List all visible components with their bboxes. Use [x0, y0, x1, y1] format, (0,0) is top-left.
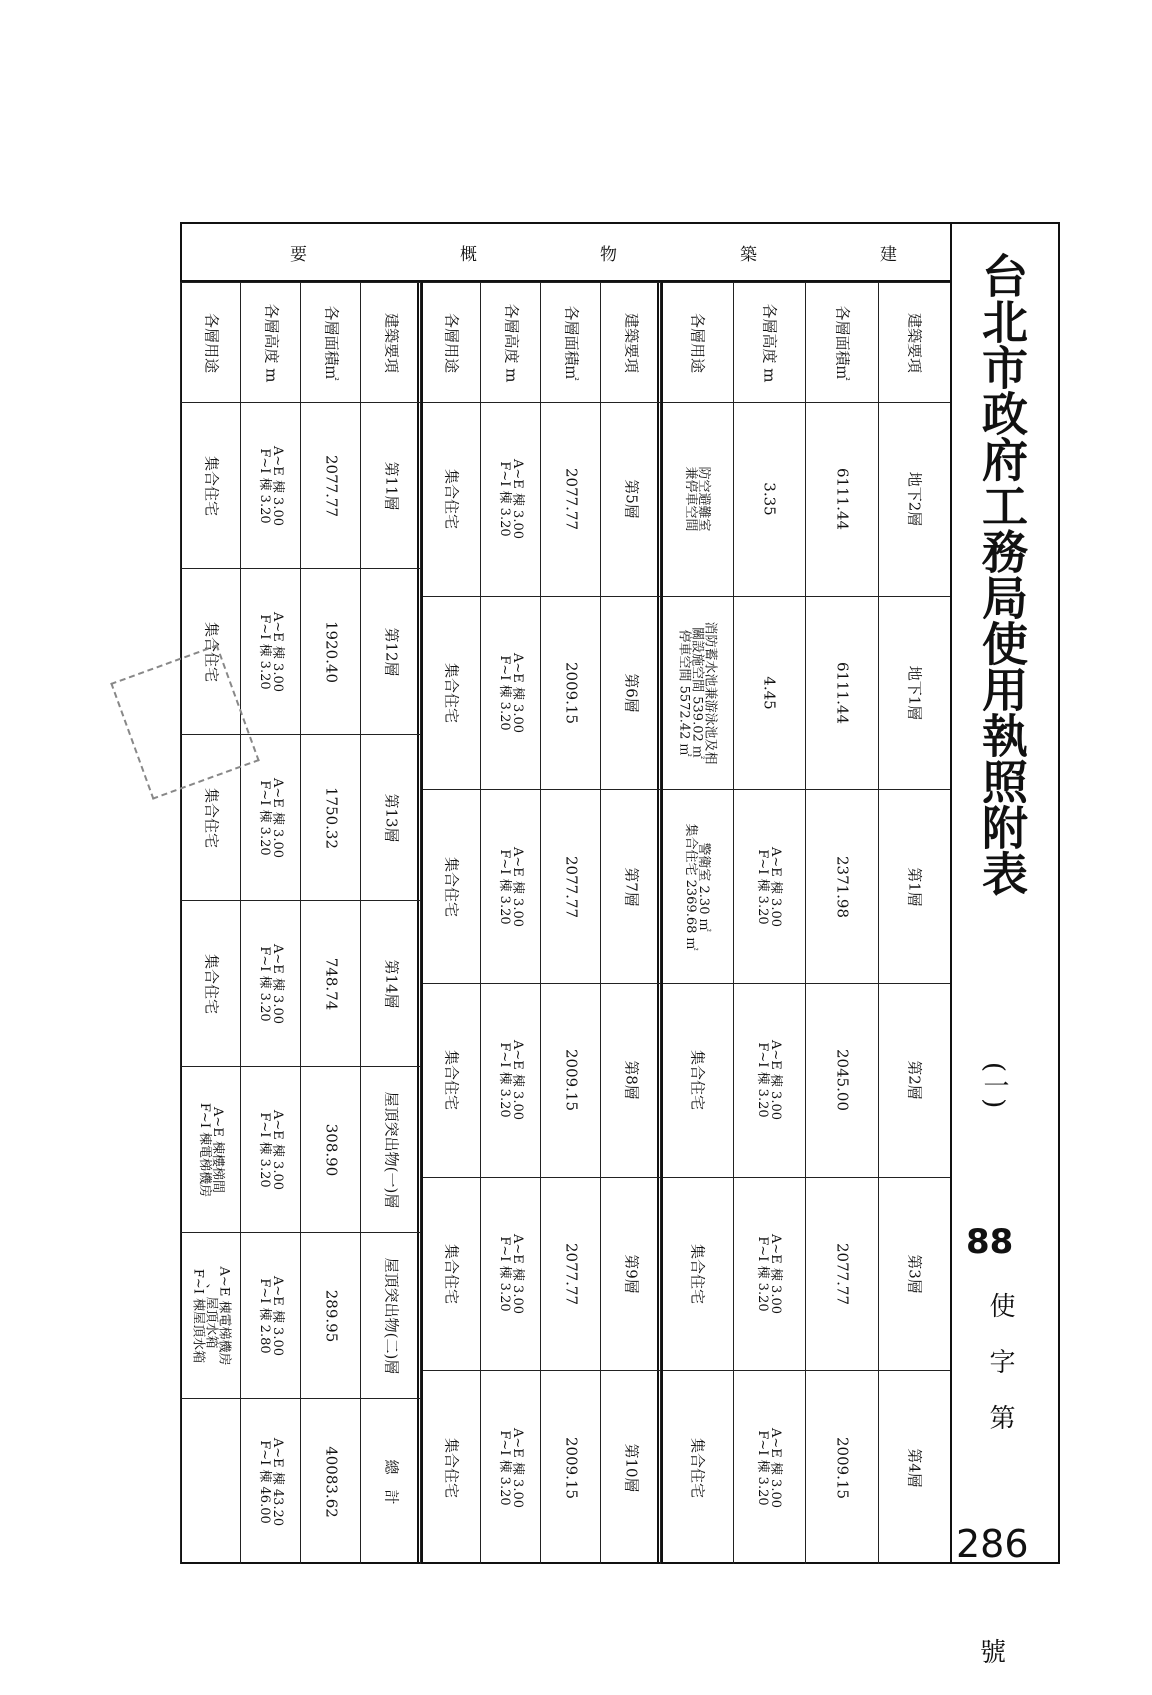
floor-cell-area: [540, 402, 600, 596]
row-header-label: 各層高度 m: [502, 303, 520, 382]
permit-number: 286: [956, 1522, 1029, 1566]
floor-cell-area: [805, 1177, 878, 1371]
floor-cell-use: [420, 1177, 480, 1371]
cell-text: A~E 棟 3.00: [768, 1233, 784, 1314]
cell-text: 2009.15: [562, 1436, 580, 1499]
floor-cell-area: [805, 596, 878, 790]
floor-cell-item: [878, 596, 951, 790]
floor-cell-area: [540, 1177, 600, 1371]
cell-text: A~E 棟 3.00: [269, 611, 285, 692]
cell-text: A~E 棟 3.00: [509, 1427, 525, 1508]
floor-cell-area: [805, 1370, 878, 1564]
cell-text: 第11層: [382, 460, 400, 511]
floor-cell-height: [733, 789, 806, 983]
floor-cell-use: [660, 596, 733, 790]
cell-text: 第8層: [622, 1060, 640, 1101]
cell-text: F~I 棟 3.20: [496, 1236, 512, 1312]
cell-text: 消防蓄水池兼游泳池及相: [702, 621, 718, 765]
cell-text: 地下1層: [905, 665, 924, 721]
cell-text: 2009.15: [833, 1436, 852, 1499]
cell-text: 兼停車空間: [682, 466, 698, 532]
row-header-label: 各層面積㎡: [562, 304, 580, 381]
cell-text: A~E 棟 3.00: [768, 1040, 784, 1121]
cell-text: F~I 棟 3.20: [755, 849, 771, 925]
cell-text: 集合住宅: [202, 787, 220, 848]
floor-cell-use: [180, 1066, 240, 1232]
floor-cell-height: [733, 983, 806, 1177]
floor-cell-area: [540, 789, 600, 983]
floor-cell-item: [600, 983, 660, 1177]
floor-cell-area: [300, 568, 360, 734]
title-column: [950, 222, 1060, 1668]
cell-text: 集合住宅: [202, 953, 220, 1014]
cell-text: 第2層: [905, 1060, 924, 1101]
cell-text: A~E 棟 3.00: [768, 1427, 784, 1508]
floor-cell-item: [878, 983, 951, 1177]
row-header-label: 各層用途: [688, 312, 707, 373]
floor-cell-height: [480, 789, 540, 983]
floor-cell-item: [600, 789, 660, 983]
row-header-label: 各層用途: [202, 312, 220, 373]
cell-text: 2077.77: [562, 855, 580, 918]
floor-cell-height: [240, 1066, 300, 1232]
cell-text: A~E 棟電梯機房: [216, 1266, 231, 1365]
floor-cell-area: [805, 983, 878, 1177]
floor-cell-use: [180, 1232, 240, 1398]
cell-text: 集合住宅: [202, 455, 220, 516]
floor-cell-item: [360, 1398, 420, 1564]
cell-text: 308.90: [322, 1123, 340, 1176]
row-header-item: [600, 282, 660, 402]
floor-cell-item: [360, 900, 420, 1066]
floor-cell-area: [300, 1232, 360, 1398]
cell-text: F~I 棟 3.20: [755, 1042, 771, 1118]
row-header-area: [300, 282, 360, 402]
row-header-use: [420, 282, 480, 402]
cell-text: 屋頂突出物(二)層: [382, 1257, 400, 1374]
floor-cell-area: [300, 734, 360, 900]
permit-year: 88: [966, 1222, 1014, 1262]
floor-cell-height: [240, 900, 300, 1066]
cell-text: 、屋頂水箱: [203, 1282, 218, 1348]
cell-text: 第14層: [382, 958, 400, 1009]
cell-text: 總 計: [382, 1458, 400, 1505]
cell-text: F~I 棟 3.20: [256, 447, 272, 524]
cell-text: 2045.00: [833, 1049, 852, 1112]
cell-text: 40083.62: [322, 1445, 340, 1518]
cell-text: 748.74: [322, 957, 340, 1010]
cell-text: A~E 棟 43.20: [269, 1437, 285, 1526]
cell-text: 集合住宅: [442, 662, 460, 723]
cell-text: 2009.15: [562, 1049, 580, 1112]
cell-text: A~E 棟 3.00: [509, 846, 525, 927]
row-header-label: 各層用途: [442, 312, 460, 373]
row-header-label: 各層高度 m: [262, 303, 280, 382]
cell-text: 地下2層: [905, 472, 924, 527]
floor-cell-height: [480, 1370, 540, 1564]
floor-cell-item: [600, 1177, 660, 1371]
floor-cell-area: [805, 789, 878, 983]
floor-cell-height: [733, 1370, 806, 1564]
cell-text: A~E 棟 3.00: [509, 1040, 525, 1121]
cell-text: A~E 棟 3.00: [269, 1109, 285, 1190]
cell-text: 集合住宅: [442, 469, 460, 530]
floor-cell-item: [878, 1177, 951, 1371]
cell-text: A~E 棟 3.00: [509, 459, 525, 540]
row-header-label: 各層面積㎡: [322, 304, 340, 381]
cell-text: 集合住宅: [688, 1437, 707, 1498]
cell-text: 2077.77: [562, 468, 580, 531]
section-label-row: [180, 222, 950, 282]
cell-text: 集合住宅: [442, 856, 460, 917]
cell-text: 防空避難室: [695, 466, 711, 532]
cell-text: 第6層: [622, 673, 640, 713]
cell-text: 2009.15: [562, 661, 580, 724]
floor-cell-item: [360, 1066, 420, 1232]
floor-cell-height: [480, 402, 540, 596]
cell-text: A~E 棟 3.00: [269, 777, 285, 858]
floor-cell-item: [878, 789, 951, 983]
row-header-label: 建築要項: [905, 312, 924, 373]
cell-text: F~I 棟 3.20: [256, 945, 272, 1022]
cell-text: A~E 棟 3.00: [768, 846, 784, 927]
row-header-label: 各層面積㎡: [833, 304, 852, 381]
cell-text: 2077.77: [322, 454, 340, 517]
cell-text: A~E 棟 3.00: [509, 652, 525, 733]
cell-text: 集合住宅: [688, 1243, 707, 1304]
cell-text: 第12層: [382, 626, 400, 677]
cell-text: F~I 棟 2.80: [256, 1277, 272, 1354]
cell-text: 集合住宅: [202, 621, 220, 682]
row-header-height: [240, 282, 300, 402]
cell-text: F~I 棟 3.20: [496, 461, 512, 537]
floor-cell-area: [540, 596, 600, 790]
floor-cell-item: [360, 734, 420, 900]
floor-cell-item: [600, 596, 660, 790]
row-header-use: [180, 282, 240, 402]
cell-text: 關設施空間 539.02 ㎡: [689, 627, 705, 759]
cell-text: 3.35: [760, 482, 779, 517]
floor-cell-item: [878, 402, 951, 596]
cell-text: 第5層: [622, 479, 640, 520]
section-label-3: 物: [600, 245, 617, 265]
cell-text: 6111.44: [833, 468, 852, 531]
floor-cell-use: [420, 402, 480, 596]
cell-text: 2077.77: [833, 1242, 852, 1305]
floor-cell-height: [240, 568, 300, 734]
floor-cell-height: [240, 402, 300, 568]
row-header-height: [480, 282, 540, 402]
floor-cell-use: [420, 983, 480, 1177]
floor-cell-area: [300, 1398, 360, 1564]
cell-text: 第1層: [905, 866, 924, 907]
floor-cell-area: [805, 402, 878, 596]
cell-text: A~E 棟樓梯間: [209, 1106, 225, 1193]
row-header-label: 建築要項: [622, 312, 640, 373]
floor-cell-area: [300, 1066, 360, 1232]
cell-text: A~E 棟 3.00: [509, 1233, 525, 1314]
floor-cell-use: [180, 402, 240, 568]
cell-text: 6111.44: [833, 661, 852, 724]
cell-text: 第9層: [622, 1254, 640, 1294]
cell-text: 2077.77: [562, 1242, 580, 1305]
section-label-5: 要: [290, 245, 307, 265]
cell-text: 集合住宅: [442, 1437, 460, 1498]
floor-cell-use: [420, 789, 480, 983]
document-title: 台北市政府工務局使用執照附表: [975, 252, 1029, 896]
cell-text: 集合住宅 2369.68 ㎡: [682, 823, 698, 951]
row-header-area: [805, 282, 878, 402]
floor-cell-use: [660, 1370, 733, 1564]
floor-cell-item: [360, 402, 420, 568]
floor-cell-area: [300, 900, 360, 1066]
cell-text: F~I 棟 3.20: [256, 613, 272, 690]
cell-text: F~I 棟電梯機房: [196, 1102, 212, 1197]
floor-cell-item: [600, 1370, 660, 1564]
floor-cell-item: [360, 1232, 420, 1398]
cell-text: 4.45: [760, 676, 779, 710]
cell-text: A~E 棟 3.00: [269, 445, 285, 526]
cell-text: 屋頂突出物(一)層: [382, 1091, 400, 1208]
cell-text: F~I 棟 3.20: [496, 1430, 512, 1506]
floor-cell-item: [360, 568, 420, 734]
cell-text: 警衛室 2.30 ㎡: [695, 842, 711, 932]
floor-cell-item: [878, 1370, 951, 1564]
cell-text: F~I 棟 3.20: [496, 655, 512, 731]
floor-cell-use: [180, 900, 240, 1066]
cell-text: F~I 棟 3.20: [496, 849, 512, 925]
cell-text: F~I 棟 3.20: [755, 1430, 771, 1506]
floor-cell-height: [240, 1232, 300, 1398]
cell-text: F~I 棟屋頂水箱: [190, 1268, 205, 1363]
cell-text: 停車空間 5572.42 ㎡: [676, 629, 692, 757]
cell-text: 第13層: [382, 792, 400, 843]
floor-cell-use: [660, 983, 733, 1177]
row-header-height: [733, 282, 806, 402]
floor-cell-area: [540, 1370, 600, 1564]
floor-cell-height: [733, 402, 806, 596]
floor-cell-item: [600, 402, 660, 596]
row-header-label: 建築要項: [382, 312, 400, 373]
cell-text: F~I 棟 3.20: [496, 1042, 512, 1118]
cell-text: 第3層: [905, 1254, 924, 1294]
title-suffix: (一): [979, 1062, 1009, 1109]
cell-text: 2371.98: [833, 855, 852, 918]
floor-cell-height: [733, 1177, 806, 1371]
row-header-area: [540, 282, 600, 402]
floor-cell-use: [660, 789, 733, 983]
permit-word: 使 字 第: [985, 1292, 1015, 1430]
cell-text: 第4層: [905, 1447, 924, 1488]
cell-text: 集合住宅: [688, 1050, 707, 1111]
cell-text: F~I 棟 3.20: [256, 779, 272, 856]
section-label-4: 概: [460, 245, 477, 265]
floor-cell-height: [240, 1398, 300, 1564]
cell-text: F~I 棟 46.00: [256, 1439, 272, 1524]
permit-end: 號: [980, 1638, 1007, 1668]
floor-cell-use: [660, 402, 733, 596]
cell-text: A~E 棟 3.00: [269, 1275, 285, 1356]
cell-text: 1920.40: [322, 620, 340, 683]
cell-text: 集合住宅: [442, 1243, 460, 1304]
floor-cell-use: [420, 596, 480, 790]
row-header-item: [360, 282, 420, 402]
floor-cell-use: [420, 1370, 480, 1564]
cell-text: 第10層: [622, 1443, 640, 1493]
floor-cell-use: [660, 1177, 733, 1371]
cell-text: 第7層: [622, 866, 640, 907]
cell-text: F~I 棟 3.20: [256, 1111, 272, 1188]
row-header-item: [878, 282, 951, 402]
cell-text: F~I 棟 3.20: [755, 1236, 771, 1312]
row-header-label: 各層高度 m: [760, 303, 779, 382]
cell-text: 集合住宅: [442, 1050, 460, 1111]
floor-cell-height: [733, 596, 806, 790]
floor-cell-height: [480, 1177, 540, 1371]
row-header-use: [660, 282, 733, 402]
floor-cell-height: [480, 983, 540, 1177]
cell-text: 289.95: [322, 1289, 340, 1342]
floor-cell-area: [540, 983, 600, 1177]
cell-text: A~E 棟 3.00: [269, 943, 285, 1024]
floor-cell-height: [480, 596, 540, 790]
floor-cell-use: [180, 1398, 240, 1564]
floor-cell-area: [300, 402, 360, 568]
section-label-1: 建: [880, 245, 897, 265]
cell-text: 1750.32: [322, 786, 340, 849]
section-label-2: 築: [740, 245, 757, 265]
